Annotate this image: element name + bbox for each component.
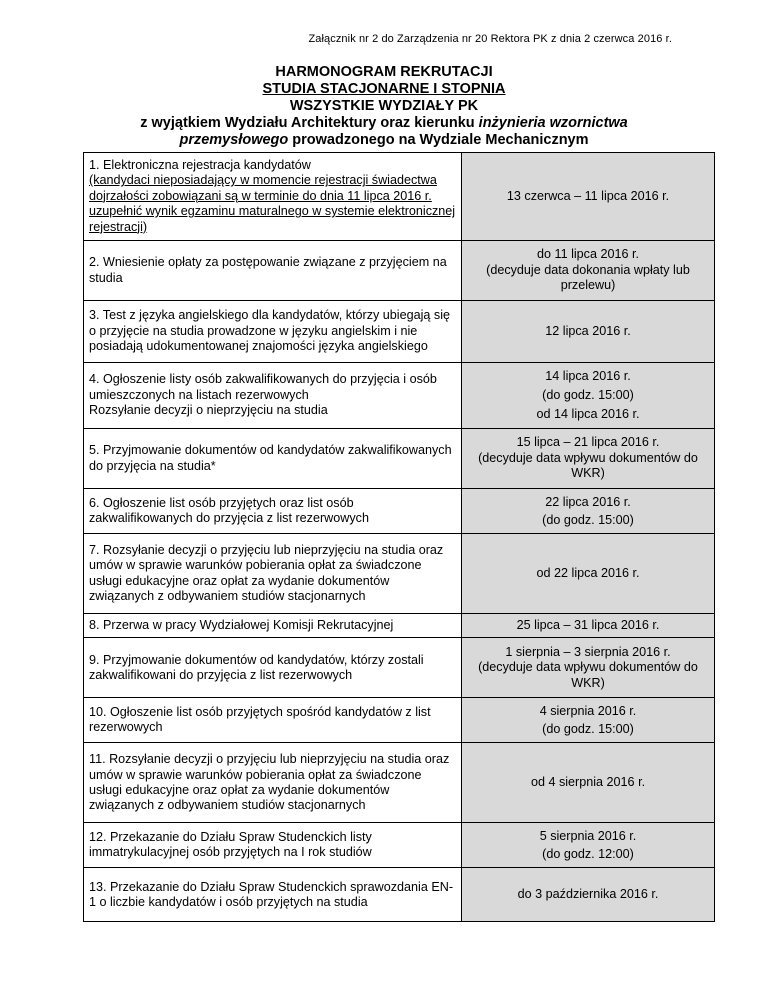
row-text: 1. Elektroniczna rejestracja kandydatów [89,157,311,172]
row-date [462,823,715,868]
row-text: 11. Rozsyłanie decyzji o przyjęciu lub nieprzyjęciu na studia oraz umów w sprawie warunków pobierania opłat za świadczone usługi edukacyjne oraz opłat za wydanie dokumentów związanych z odbywaniem studiów stacjonarnych [89,752,450,813]
row-description [84,743,462,823]
row-description [84,698,462,743]
heading-title: HARMONOGRAM REKRUTACJI [275,64,493,80]
row-date [462,153,715,241]
date-text: do 3 października 2016 r. [517,887,659,902]
row-description [84,153,462,241]
row-date [462,241,715,301]
heading-study-type: STUDIA STACJONARNE I STOPNIA [262,81,506,97]
table-row [84,868,715,922]
row-date [462,614,715,638]
row-text: 10. Ogłoszenie list osób przyjętych spośród kandydatów z list rezerwowych [89,705,431,735]
date-text: od 4 sierpnia 2016 r. [530,775,646,790]
heading-exception-italic: inżynieria wzornictwa [478,115,628,131]
row-description [84,638,462,698]
table-row [84,363,715,429]
row-note: (kandydaci nieposiadający w momencie rejestracji świadectwa dojrzałości zobowiązani są w terminie do dnia 11 lipca 2016 r. uzupełnić wynik egzaminu maturalnego w systemie elektronicznej rejestracji) [89,173,456,234]
table-row [84,241,715,301]
table-row [84,301,715,363]
table-row [84,489,715,534]
table-row [84,429,715,489]
date-text: 15 lipca – 21 lipca 2016 r. [516,435,660,450]
date-note: (decyduje data wpływu dokumentów do WKR) [478,450,698,481]
row-date [462,868,715,922]
attachment-note: Załącznik nr 2 do Zarządzenia nr 20 Rektora PK z dnia 2 czerwca 2016 r. [308,33,672,45]
row-text: 8. Przerwa w pracy Wydziałowej Komisji Rekrutacyjnej [89,618,394,632]
date-note: (decyduje data wpływu dokumentów do WKR) [478,660,698,690]
date-text: 4 sierpnia 2016 r. [539,704,637,719]
table-row [84,743,715,823]
table-row [84,534,715,614]
table-row [84,823,715,868]
date-text: od 22 lipca 2016 r. [536,565,640,580]
row-text: 2. Wniesienie opłaty za postępowanie związane z przyjęciem na studia [89,255,447,285]
row-date [462,301,715,363]
date-note: (do godz. 15:00) [542,513,634,527]
date-text: 13 czerwca – 11 lipca 2016 r. [506,188,670,203]
date-text-secondary: od 14 lipca 2016 r. [536,407,640,421]
document-heading [0,64,768,149]
date-text: 12 lipca 2016 r. [545,323,631,338]
row-date [462,489,715,534]
row-description [84,429,462,489]
heading-exception-text-2: prowadzonego na Wydziale Mechanicznym [288,132,589,148]
row-description [84,823,462,868]
date-note: (do godz. 15:00) [542,388,634,402]
date-note: (do godz. 12:00) [542,847,634,862]
table-row [84,638,715,698]
row-text: 6. Ogłoszenie list osób przyjętych oraz list osób zakwalifikowanych do przyjęcia z list rezerwowych [89,495,369,525]
row-text: 9. Przyjmowanie dokumentów od kandydatów, którzy zostali zakwalifikowani do przyjęcia z list rezerwowych [89,652,424,682]
row-description [84,489,462,534]
date-text: 1 sierpnia – 3 sierpnia 2016 r. [505,644,671,659]
date-text: 5 sierpnia 2016 r. [539,829,637,844]
row-date [462,429,715,489]
row-date [462,363,715,429]
row-date [462,638,715,698]
table-row [84,153,715,241]
date-note: (decyduje data dokonania wpłaty lub przelewu) [486,262,690,293]
row-description [84,614,462,638]
date-text: do 11 lipca 2016 r. [537,247,639,262]
table-row [84,614,715,638]
row-text: 3. Test z języka angielskiego dla kandydatów, którzy ubiegają się o przyjęcie na studia prowadzone w języku angielskim i nie posiadają udokumentowanej znajomości języka angielskiego [89,308,450,354]
row-description [84,301,462,363]
date-text: 22 lipca 2016 r. [545,495,631,509]
schedule-table [83,152,715,922]
heading-faculties: WSZYSTKIE WYDZIAŁY PK [289,98,479,114]
row-date [462,534,715,614]
row-text: 12. Przekazanie do Działu Spraw Studenckich listy immatrykulacyjnej osób przyjętych na I rok studiów [89,830,372,860]
row-description [84,363,462,429]
date-text: 25 lipca – 31 lipca 2016 r. [516,618,660,632]
row-text: 5. Przyjmowanie dokumentów od kandydatów zakwalifikowanych do przyjęcia na studia* [89,443,452,473]
row-text: 4. Ogłoszenie listy osób zakwalifikowanych do przyjęcia i osób umieszczonych na listach rezerwowych [89,372,437,402]
date-note: (do godz. 15:00) [542,722,634,737]
row-description [84,534,462,614]
table-row [84,698,715,743]
row-text-secondary: Rozsyłanie decyzji o nieprzyjęciu na studia [89,403,328,418]
row-date [462,698,715,743]
row-description [84,241,462,301]
row-text: 13. Przekazanie do Działu Spraw Studenckich sprawozdania EN-1 o liczbie kandydatów i osób przyjętych na studia [89,879,454,909]
heading-exception-text: z wyjątkiem Wydziału Architektury oraz kierunku [140,115,479,131]
row-description [84,868,462,922]
heading-exception-line1 [0,115,768,132]
row-date [462,743,715,823]
heading-exception-line2 [0,132,768,149]
row-text: 7. Rozsyłanie decyzji o przyjęciu lub nieprzyjęciu na studia oraz umów w sprawie warunków pobierania opłat za świadczone usługi edukacyjne oraz opłat za wydanie dokumentów związanych z odbywaniem studiów stacjonarnych [89,542,444,603]
heading-exception-italic-2: przemysłowego [179,132,289,148]
date-text: 14 lipca 2016 r. [545,369,631,383]
